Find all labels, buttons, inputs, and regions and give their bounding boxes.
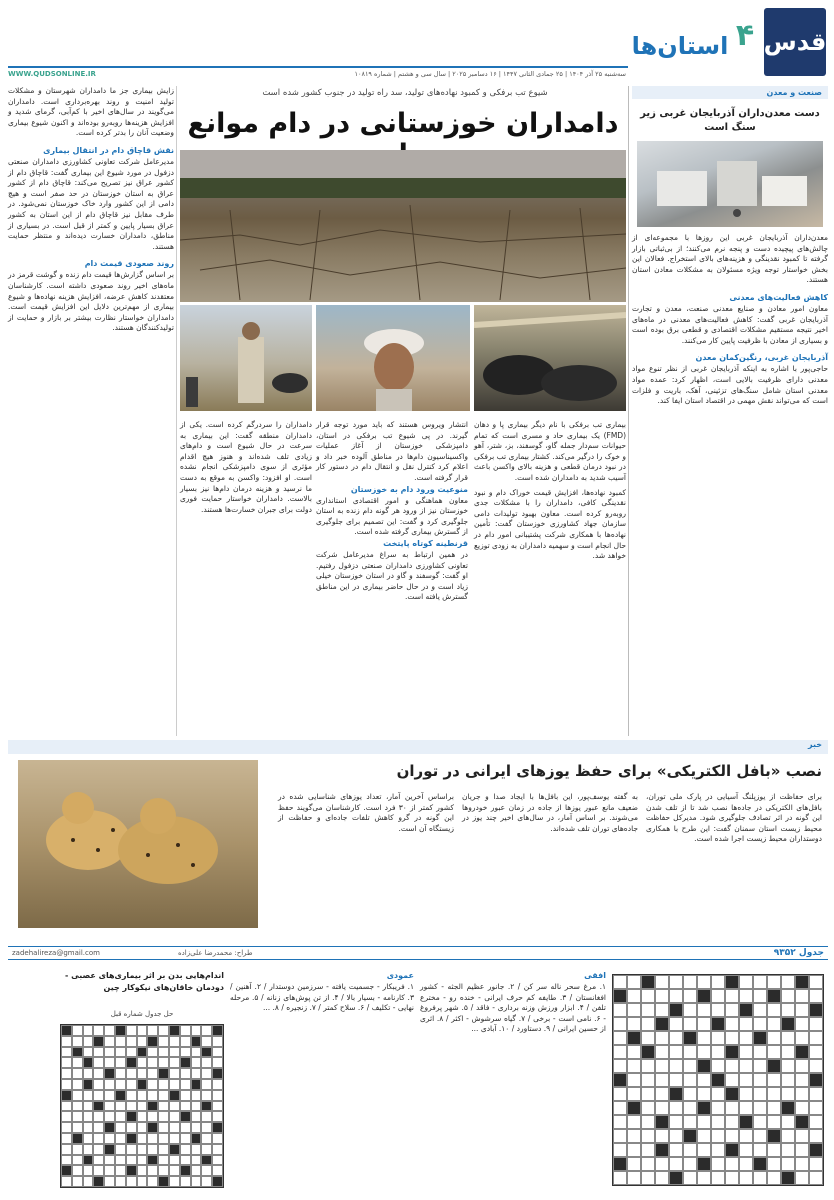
main-photo-buffalo [474,305,626,411]
crossword-designer: طراح: محمدرضا علی‌زاده [178,949,253,957]
sidebar-photo [637,141,823,227]
main-col-left [8,86,174,736]
main-sub1: نقش قاچاق دام در انتقال بیماری [43,145,174,155]
date-line: سه‌شنبه ۲۵ آذر ۱۴۰۴ | ۲۵ جمادی الثانی ۱۴۴۷ | ۱۶ دسامبر ۲۰۲۵ | سال سی و هشتم | شماره ۱۰۸۱۹ [354,70,626,78]
horizontal-clues: ۱. مرغ سحر ناله سر کن / ۲. جانور عظیم الجثه - کشور افغانستان / ۳. طایفه کم حرف ایرانی - خنده رو - مخترع تلفن / ۴. ابزار ورزش وزنه برداری - فاقد / ۵. شهر پرفروغ - ۶. نامی است - برخی / ۷. گیاه سرشوش - اکثر / ۸. اثری از حسین ایرانی / ۹. دستاورد / ۱۰. آبادی ... [420,982,607,1034]
solution-grid [60,1024,224,1188]
crossword-title: جدول ۹۳۵۲ [773,948,824,958]
main-photo-farmer [180,305,312,411]
sidebar-divider [628,86,629,736]
solution-label: حل جدول شماره قبل [110,1010,174,1018]
main-col-c-text: بیماری تب برفکی با نام دیگر بیماری پا و دهان (FMD) یک بیماری حاد و مسری است که تمام حیوانات سم‌دار جمله گاو، گوسفند، بز، شتر، آهو و خوک را درگیر می‌کند. کشتار بیماری تب برفکی در نبود درمان قطعی و هزینه بالای واکسن باعث آسیب شدید به دامداران شده است. [474,420,626,482]
site-url[interactable]: WWW.QUDSONLINE.IR [8,70,96,78]
crossword-grid[interactable] [612,974,824,1186]
crossword-horizontal [420,970,606,1194]
main-sub1-text: مدیرعامل شرکت تعاونی کشاورزی دامداران صنعتی دزفول در مورد شیوع این بیماری گفت: قاچاق دام از کشور عراق نیز تصریح می‌کند: قاچاق دام از کشور عراق به استان خوزستان در حد صفر است و هیچ دامی از این کشور وارد خاک خوزستان نمی‌شود. در طرف مقابل نیز قاچاق دام از این استان به کشور عراق بسیار پایین و کمتر از قبل است. در بسیاری از مناطق، دامداران خسارت دیده‌اند و منتظر حمایت هستند. [8,156,174,251]
main-kicker: شیوع تب برفکی و کمبود نهاده‌های تولید، سد راه تولید در جنوب کشور شده است [262,88,548,98]
main-photo-portrait [316,305,470,411]
section-title: استان‌ها [631,32,729,60]
main-sub4: قرنطینه کوتاه‌ پایتخت [383,538,468,548]
sidebar-section-label: صنعت و معدن [632,86,828,99]
page-number: ۴ [735,18,755,53]
main-photo-large [180,150,626,302]
main-col-a-text: دامداران را سردرگم کرده است. یکی از دامداران منطقه گفت: این بیماری به سرعت در حال شیوع است و دام‌های زیادی تلف شده‌اند و هنوز هیچ اقدام مؤثری از سوی دامپزشکی انجام نشده است. او افزود: واکسن به موقع به دست ما نرسید و هزینه درمان دام‌ها نیز بسیار بالاست. دامداران خواستار حمایت فوری دولت برای جبران خسارت‌ها هستند. [180,420,312,514]
sidebar-intro: معدن‌داران آذربایجان غربی این روزها با مجموعه‌ای از چالش‌های پیچیده دست و پنجه نرم می‌کنند؛ از بی‌ثباتی بازار گرفته تا کمبود نقدینگی و هزینه‌های بالای استخراج. فعالان این بخش خواستار توجه ویژه مسئولان به مشکلات معادن استان هستند. [632,233,828,285]
sidebar-sub1: کاهش فعالیت‌های معدنی [729,292,828,302]
main-headline: دامداران خوزستانی در دام موانع [187,108,619,139]
logo[interactable]: قدس [764,8,826,76]
news-headline: نصب «بافل الکتریکی» برای حفظ یوزهای ایرانی در توران [396,762,822,780]
crossword-vertical [230,970,414,1194]
main-col-c [474,420,626,740]
main-sub3-text: معاون هماهنگی و امور اقتصادی استانداری خوزستان نیز از ورود هر گونه دام زنده به استان جلوگیری کرد و گفت: این تصمیم برای جلوگیری از گسترش بیماری گرفته شده است. [316,495,468,537]
main-sub4-text: در همین ارتباط به سراغ مدیرعامل شرکت تعاونی کشاورزی دامداران صنعتی دزفول رفتیم. او گفت: گوسفند و گاو در استان خوزستان خیلی زیاد است و در حال حاضر بیماری در این مناطق گسترش یافته است. [316,549,468,602]
quarry-image [637,141,823,227]
sidebar-sub2: آذربایجان غربی، رنگین‌کمان معدن [695,353,828,363]
vertical-label: عمودی [386,971,414,980]
sidebar-sub1-text: معاون امور معادن و صنایع معدنی صنعت، معدن و تجارت آذربایجان غربی گفت: کاهش فعالیت‌های معدنی در ماه‌های اخیر نتیجه مستقیم مشکلات اقتصادی و قطعی برق بوده است و بسیاری از معادن با ظرفیت پایین کار می‌کنند. [632,303,828,345]
main-col-a [180,420,312,740]
horizontal-label: افقی [584,971,606,980]
news-box-label: خبر [8,740,828,754]
crossword-header [8,946,828,960]
main-sub2: روند صعودی قیمت دام [84,259,174,269]
news-col-c: براساس آخرین آمار، تعداد یوزهای شناسایی شده در کشور کمتر از ۳۰ فرد است. کارشناسان می‌گویند حفظ این گونه در گرو کاهش تلفات جاده‌ای و حفاظت از زیستگاه آن است. [278,792,454,833]
main-right-col-text: زایش بیماری جز ما دامداران شهرستان و مشکلات تولید امنیت و روند بهره‌برداری است. دامداران می‌گویند در سال‌های اخیر با کم‌آبی، گرمای شدید و افزایش هزینه‌ها روبه‌رو بوده‌اند و اکنون شیوع بیماری وضعیت آنان را بدتر کرده است. [8,86,174,138]
vertical-clues: ۱. فریبکار - جسمیت یافته - سرزمین دوستدار / ۲. آهنین / ۳. کارنامه - بسیار بالا / ۴. از تن پوش‌های زنانه / ۵. مرحله نهایی - تکلیف / ۶. سلاح کمتر / ۷. زنجیره / ۸. ... [230,982,414,1013]
column-divider [176,86,177,736]
sidebar-title: دست معدن‌داران آذربایجان غربی زیر سنگ است [640,108,820,133]
cheetah-photo [18,760,258,928]
sidebar [632,86,828,736]
main-sub2-text: بر اساس گزارش‌ها قیمت دام زنده و گوشت قرمز در ماه‌های اخیر روند صعودی داشته است. کارشناسان معتقدند کاهش عرضه، افزایش هزینه نهاده‌ها و شیوع بیماری از مهم‌ترین دلایل این افزایش قیمت است. دامداران خواستار نظارت بیشتر بر بازار و حمایت از تولیدکنندگان هستند. [8,270,174,333]
main-col-b-text: انتشار ویروس هستند که باید مورد توجه قرار گیرند. در پی شیوع تب برفکی در استان، دامپزشکی خوزستان از آغاز عملیات واکسیناسیون دام‌ها در مناطق آلوده خبر داد و اعلام کرد کنترل نقل و انتقال دام در دستور کار قرار گرفته است. [316,420,468,482]
crossword-note: اندام‌هایی بدن بر اثر بیماری‌های عصبی - دودمان خاقان‌های نیکوکار چین [65,971,224,992]
sidebar-sub2-text: حاجی‌پور با اشاره به اینکه آذربایجان غربی از نظر تنوع مواد معدنی دارای ظرفیت بالایی است، اظهار کرد: عمده مواد معدنی استان شامل سنگ‌های تزئینی، آهک، باریت و فلزات است که می‌تواند نقش مهمی در اقتصاد استان ایفا کند. [632,364,828,406]
crossword-email[interactable]: zadehalireza@gmail.com [12,949,100,957]
news-col-a: برای حفاظت از یوزپلنگ آسیایی در پارک ملی توران، بافل‌های الکتریکی در جاده‌ها نصب شد تا از تلف شدن این گونه در اثر تصادف جلوگیری شود. مدیرکل حفاظت محیط زیست استان سمنان گفت: این طرح با همکاری دوستداران محیط زیست اجرا شده است. [646,792,822,844]
news-col-b: به گفته یوسف‌پور، این بافل‌ها با ایجاد صدا و جریان ضعیف مانع عبور یوزها از جاده در زمان عبور خودروها می‌شوند. بر اساس آمار، در سال‌های اخیر چند یوز در جاده‌های توران تلف شده‌اند. [462,792,638,833]
masthead [0,0,834,82]
main-sub3: منوعیت ورود دام به خوزستان [350,484,468,494]
main-col-b [316,420,468,740]
header-rule [8,66,628,68]
main-col-c-text2: کمبود نهاده‌ها، افزایش قیمت خوراک دام و نبود نقدینگی کافی، دامداران را با مشکلات جدی روبه‌رو کرده است. معاون بهبود تولیدات دامی سازمان جهاد کشاورزی خوزستان گفت: تأمین نهاده‌ها با همکاری شرکت پشتیبانی امور دام در حال انجام است و سهمیه دامداران به زودی توزیع خواهد شد. [474,487,626,561]
news-box [8,740,828,932]
